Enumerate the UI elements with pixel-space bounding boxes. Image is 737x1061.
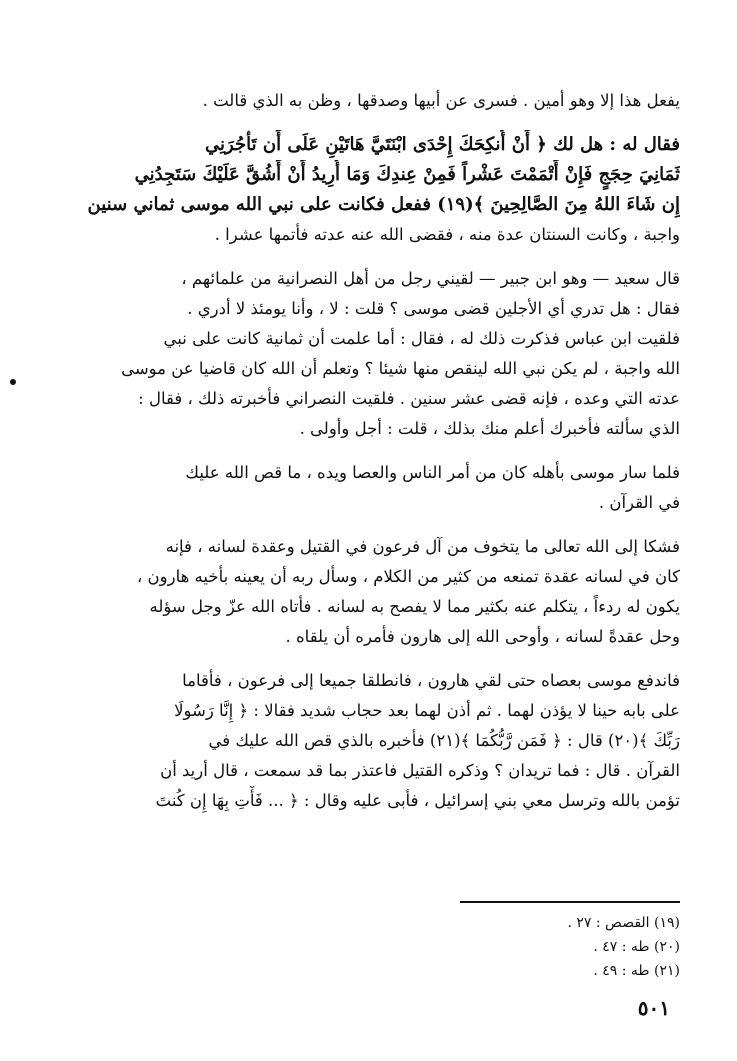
text-line: ثَمَانِيَ حِجَجٍ فَإِنْ أَتْمَمْتَ عَشْراً فَمِنْ عِندِكَ وَمَا أُرِيدُ أَنْ أَشُقَّ عَلَيْكَ سَتَجِدُنِي	[134, 164, 680, 185]
book-page	[52, 86, 680, 1046]
margin-dot	[10, 379, 16, 385]
paragraph-1	[52, 86, 680, 116]
text-line: وحل عقدةً لسانه ، وأوحى الله إلى هارون فأمره أن يلقاه .	[285, 627, 680, 646]
footnote: (١٩) القصص : ٢٧ .	[567, 915, 680, 931]
text-line: فقال له : هل لك ﴿ أَنْ أُنكِحَكَ إِحْدَى ابْنَتَيَّ هَاتَيْنِ عَلَى أَن تَأْجُرَنِي	[205, 134, 680, 155]
text-line: واجبة ، وكانت السنتان عدة منه ، فقضى الله عنه عدته فأتمها عشرا .	[214, 225, 680, 244]
text-line: كان في لسانه عقدة تمنعه من كثير من الكلام ، وسأل ربه أن يعينه بأخيه هارون ،	[136, 567, 680, 586]
text-line: عدته التي وعده ، فإنه قضى عشر سنين . فلقيت النصراني فأخبرته ذلك ، فقال :	[138, 389, 680, 408]
text-line: فاندفع موسى بعصاه حتى لقي هارون ، فانطلقا جميعا إلى فرعون ، فأقاما	[182, 671, 680, 690]
footnote: (٢٠) طه : ٤٧ .	[593, 939, 680, 955]
paragraph-2	[52, 130, 680, 250]
text-line: تؤمن بالله وترسل معي بني إسرائيل ، فأبى عليه وقال : ﴿ ... فَأْتِ بِهَا إِن كُنتَ	[155, 791, 680, 810]
text-line: فلقيت ابن عباس فذكرت ذلك له ، فقال : أما علمت أن ثمانية كانت على نبي	[163, 329, 680, 348]
text-line: القرآن . قال : فما تريدان ؟ وذكره القتيل فاعتذر بما قد سمعت ، قال أريد أن	[160, 761, 680, 780]
footnote-divider	[460, 901, 680, 903]
text-line: يكون له ردءاً ، يتكلم عنه بكثير مما لا يفصح به لسانه . فأتاه الله عزّ وجل سؤله	[149, 597, 680, 616]
page-number: ٥٠١	[637, 996, 670, 1020]
text-line: فقال : هل تدري أي الأجلين قضى موسى ؟ قلت : لا ، وأنا يومئذ لا أدري .	[187, 299, 680, 318]
text-line: إِن شَاءَ اللهُ مِنَ الصَّالِحِينَ ﴾(١٩) ففعل فكانت على نبي الله موسى ثماني سنين	[87, 194, 680, 215]
text-line: في القرآن .	[598, 493, 680, 512]
paragraph-3	[52, 264, 680, 444]
paragraph-4	[52, 458, 680, 518]
text-line: الذي سألته فأخبرك أعلم منك بذلك ، قلت : أجل وأولى .	[299, 419, 680, 438]
paragraph-6	[52, 666, 680, 816]
text-line: فلما سار موسى بأهله كان من أمر الناس والعصا ويده ، ما قص الله عليك	[185, 463, 680, 482]
footnotes	[380, 911, 680, 983]
text-line: فشكا إلى الله تعالى ما يتخوف من آل فرعون في القتيل وعقدة لسانه ، فإنه	[165, 537, 680, 556]
text-line: الله واجبة ، لم يكن نبي الله لينقص منها شيئا ؟ وتعلم أن الله كان قاضيا عن موسى	[121, 359, 680, 378]
text-line: رَبِّكَ ﴾(٢٠) قال : ﴿ فَمَن رَّبُّكُمَا ﴾(٢١) فأخبره بالذي قص الله عليك في	[208, 731, 680, 750]
text-line: قال سعيد — وهو ابن جبير — لقيني رجل من أهل النصرانية من علمائهم ،	[181, 269, 680, 288]
paragraph-5	[52, 532, 680, 652]
text-line: على بابه حينا لا يؤذن لهما . ثم أذن لهما بعد حجاب شديد فقالا : ﴿ إِنَّا رَسُولَا	[174, 701, 680, 720]
footnote: (٢١) طه : ٤٩ .	[593, 963, 680, 979]
text-line: يفعل هذا إلا وهو أمين . فسرى عن أبيها وصدقها ، وظن به الذي قالت .	[202, 91, 680, 110]
